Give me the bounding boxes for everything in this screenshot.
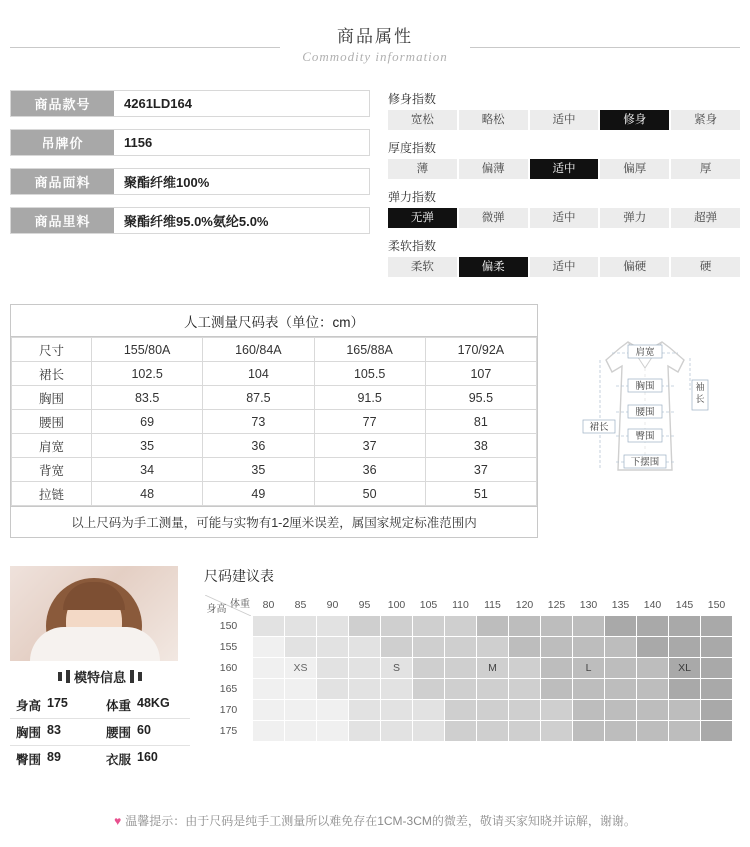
table-cell: 肩宽 (12, 434, 92, 458)
table-cell: 35 (92, 434, 203, 458)
label-skirt-length: 裙长 (589, 422, 609, 433)
grid-cell (253, 616, 285, 637)
grid-cell (605, 700, 637, 721)
spec-key: 身高 (16, 699, 42, 713)
index-title: 修身指数 (388, 92, 437, 106)
banner-bar-icon (58, 672, 62, 681)
index-option: 微弹 (459, 208, 528, 228)
attribute-row (10, 168, 370, 195)
table-cell: 95.5 (425, 386, 536, 410)
table-cell: 36 (314, 458, 425, 482)
grid-col-header: 80 (253, 595, 285, 616)
model-spec (100, 723, 190, 741)
table-header-cell: 170/92A (425, 338, 536, 362)
bottom-section (0, 566, 750, 772)
table-cell: 91.5 (314, 386, 425, 410)
grid-cell (445, 679, 477, 700)
grid-cell (605, 679, 637, 700)
table-header-row (12, 338, 537, 362)
grid-cell (253, 658, 285, 679)
spec-value: 60 (137, 723, 151, 737)
grid-row-header: 165 (205, 679, 253, 700)
spec-key: 体重 (106, 699, 132, 713)
index-title: 弹力指数 (388, 190, 437, 204)
grid-col-header: 105 (413, 595, 445, 616)
index-option-active: 适中 (530, 159, 599, 179)
index-option: 紧身 (671, 110, 740, 130)
attribute-label: 商品面料 (11, 169, 114, 194)
model-spec (10, 750, 100, 768)
grid-cell (285, 721, 317, 742)
attribute-row (10, 129, 370, 156)
table-cell: 拉链 (12, 482, 92, 506)
spec-value: 175 (47, 696, 68, 710)
attribute-value: 聚酯纤维100% (114, 169, 369, 194)
model-photo (10, 566, 178, 661)
top-section (0, 90, 750, 286)
table-cell: 36 (203, 434, 314, 458)
index-option: 超弹 (671, 208, 740, 228)
grid-cell (349, 658, 381, 679)
index-option: 薄 (388, 159, 457, 179)
index-option: 适中 (530, 110, 599, 130)
label-shoulder: 肩宽 (635, 347, 655, 358)
grid-cell (669, 679, 701, 700)
spec-value: 83 (47, 723, 61, 737)
grid-cell (573, 637, 605, 658)
table-cell: 背宽 (12, 458, 92, 482)
grid-cell (317, 679, 349, 700)
model-banner (10, 667, 190, 686)
banner-bar-icon (66, 670, 70, 683)
grid-col-header: 100 (381, 595, 413, 616)
grid-cell (445, 721, 477, 742)
model-spec-row (10, 746, 190, 772)
table-cell: 69 (92, 410, 203, 434)
grid-cell (573, 616, 605, 637)
grid-row (205, 616, 733, 637)
table-cell: 81 (425, 410, 536, 434)
grid-cell (509, 679, 541, 700)
grid-cell (285, 637, 317, 658)
grid-cell (285, 616, 317, 637)
grid-row (205, 700, 733, 721)
grid-col-header: 85 (285, 595, 317, 616)
model-spec-row (10, 692, 190, 719)
table-cell: 50 (314, 482, 425, 506)
grid-row-header: 155 (205, 637, 253, 658)
index-option: 弹力 (600, 208, 669, 228)
size-advice (204, 566, 740, 742)
grid-cell (509, 616, 541, 637)
table-header-cell: 165/88A (314, 338, 425, 362)
table-cell: 77 (314, 410, 425, 434)
banner-bar-icon (138, 672, 142, 681)
grid-row-header: 175 (205, 721, 253, 742)
grid-cell (317, 616, 349, 637)
grid-cell (253, 700, 285, 721)
model-body (30, 627, 160, 661)
model-banner-label: 模特信息 (73, 670, 126, 685)
grid-col-header: 140 (637, 595, 669, 616)
attribute-value: 4261LD164 (114, 91, 369, 116)
grid-cell (509, 721, 541, 742)
grid-cell (541, 721, 573, 742)
grid-cell (253, 679, 285, 700)
attribute-value: 1156 (114, 130, 369, 155)
garment-diagram (550, 304, 740, 495)
grid-cell (637, 721, 669, 742)
index-option: 偏厚 (600, 159, 669, 179)
grid-cell (701, 679, 733, 700)
index-option: 偏硬 (600, 257, 669, 277)
table-cell: 107 (425, 362, 536, 386)
size-advice-grid (204, 594, 733, 742)
grid-col-header: 145 (669, 595, 701, 616)
grid-cell (541, 637, 573, 658)
grid-cell (317, 658, 349, 679)
heart-icon: ♥ (114, 814, 122, 828)
grid-cell (477, 700, 509, 721)
grid-cell (669, 721, 701, 742)
axis-y-label: 身高 (206, 604, 227, 615)
table-cell: 83.5 (92, 386, 203, 410)
grid-cell (349, 679, 381, 700)
grid-cell (669, 616, 701, 637)
table-row (12, 386, 537, 410)
attribute-list (10, 90, 370, 286)
grid-cell (413, 616, 445, 637)
size-table-caption: 人工测量尺码表（单位：cm） (11, 305, 537, 337)
index-option: 适中 (530, 208, 599, 228)
grid-cell-size-m: M (477, 658, 509, 679)
index-option: 柔软 (388, 257, 457, 277)
label-hem: 下摆围 (630, 457, 660, 468)
table-cell: 37 (425, 458, 536, 482)
table-cell: 38 (425, 434, 536, 458)
size-advice-grid-wrapper (204, 594, 740, 742)
grid-cell-size-l: L (573, 658, 605, 679)
table-row (12, 362, 537, 386)
grid-cell (349, 616, 381, 637)
grid-cell (669, 637, 701, 658)
table-row (12, 410, 537, 434)
grid-col-header: 135 (605, 595, 637, 616)
index-option: 宽松 (388, 110, 457, 130)
footer-note (0, 812, 750, 829)
grid-cell (701, 721, 733, 742)
grid-cell (253, 721, 285, 742)
grid-cell (477, 616, 509, 637)
grid-cell (701, 700, 733, 721)
grid-cell (605, 637, 637, 658)
grid-cell (637, 616, 669, 637)
table-cell: 34 (92, 458, 203, 482)
grid-cell (637, 700, 669, 721)
model-spec (100, 750, 190, 768)
grid-cell (285, 700, 317, 721)
page-subtitle: Commodity information (302, 49, 448, 64)
grid-cell (669, 700, 701, 721)
index-option-active: 偏柔 (459, 257, 528, 277)
table-cell: 腰围 (12, 410, 92, 434)
grid-cell (253, 637, 285, 658)
grid-cell (413, 679, 445, 700)
grid-header-row (205, 595, 733, 616)
table-header-cell: 155/80A (92, 338, 203, 362)
grid-col-header: 110 (445, 595, 477, 616)
grid-cell (605, 721, 637, 742)
grid-cell (317, 637, 349, 658)
model-spec-list (10, 692, 190, 772)
grid-cell (541, 616, 573, 637)
dress-measure-icon (550, 320, 740, 495)
axis-x-label: 体重 (230, 598, 250, 610)
grid-cell (701, 637, 733, 658)
grid-cell (285, 679, 317, 700)
grid-cell (413, 637, 445, 658)
grid-cell (381, 616, 413, 637)
table-row (12, 482, 537, 506)
grid-cell (381, 721, 413, 742)
grid-cell (349, 721, 381, 742)
table-cell: 105.5 (314, 362, 425, 386)
table-header-cell: 160/84A (203, 338, 314, 362)
attribute-label: 商品里料 (11, 208, 114, 233)
grid-cell (445, 658, 477, 679)
label-bust: 胸围 (635, 381, 655, 392)
grid-cell (349, 637, 381, 658)
page-header (0, 22, 750, 80)
table-row (12, 434, 537, 458)
size-table (11, 305, 537, 506)
grid-col-header: 95 (349, 595, 381, 616)
spec-value: 160 (137, 750, 158, 764)
table-cell: 48 (92, 482, 203, 506)
index-option: 偏薄 (459, 159, 528, 179)
attribute-label: 吊牌价 (11, 130, 114, 155)
measurement-section (0, 304, 750, 538)
index-title: 厚度指数 (388, 141, 437, 155)
model-spec (100, 696, 190, 714)
index-group-elasticity (388, 188, 740, 228)
size-advice-title: 尺码建议表 (204, 568, 274, 584)
grid-cell (445, 637, 477, 658)
grid-cell (445, 616, 477, 637)
grid-cell-size-xs: XS (285, 658, 317, 679)
grid-cell (541, 679, 573, 700)
index-group-fit (388, 90, 740, 130)
index-title: 柔软指数 (388, 239, 437, 253)
grid-axis-corner (205, 595, 253, 616)
index-group-thickness (388, 139, 740, 179)
grid-cell (445, 700, 477, 721)
attribute-row (10, 90, 370, 117)
grid-cell (413, 658, 445, 679)
grid-row (205, 679, 733, 700)
table-cell: 49 (203, 482, 314, 506)
size-table-wrapper (10, 304, 538, 538)
label-sleeve-1: 袖 (695, 382, 705, 392)
grid-cell (477, 679, 509, 700)
table-cell: 裙长 (12, 362, 92, 386)
grid-cell (349, 700, 381, 721)
grid-cell (605, 616, 637, 637)
grid-cell (477, 721, 509, 742)
table-cell: 37 (314, 434, 425, 458)
page-title: 商品属性 (337, 27, 413, 46)
model-spec-row (10, 719, 190, 746)
index-scale (388, 110, 740, 130)
attribute-value: 聚酯纤维95.0%氨纶5.0% (114, 208, 369, 233)
grid-row (205, 721, 733, 742)
index-list (370, 90, 740, 286)
grid-cell (637, 679, 669, 700)
table-cell: 87.5 (203, 386, 314, 410)
grid-row-header: 150 (205, 616, 253, 637)
table-cell: 104 (203, 362, 314, 386)
label-hip: 臀围 (635, 431, 655, 442)
table-cell: 73 (203, 410, 314, 434)
model-spec (10, 696, 100, 714)
table-cell: 51 (425, 482, 536, 506)
header-rule-left (10, 47, 280, 48)
table-row (12, 458, 537, 482)
model-spec (10, 723, 100, 741)
label-sleeve-2: 长 (695, 394, 705, 404)
grid-cell-size-xl: XL (669, 658, 701, 679)
grid-row-header: 170 (205, 700, 253, 721)
model-info (10, 566, 190, 772)
table-cell: 胸围 (12, 386, 92, 410)
grid-cell (701, 658, 733, 679)
grid-row (205, 637, 733, 658)
grid-cell (317, 700, 349, 721)
grid-row (205, 658, 733, 679)
index-option-active: 修身 (600, 110, 669, 130)
grid-cell (509, 658, 541, 679)
grid-cell (637, 658, 669, 679)
footer-text: 温馨提示：由于尺码是纯手工测量所以难免存在1CM-3CM的微差，敬请买家知晓并谅解，谢谢。 (125, 814, 636, 828)
grid-cell-size-s: S (381, 658, 413, 679)
index-option: 适中 (530, 257, 599, 277)
grid-cell (573, 679, 605, 700)
grid-cell (573, 700, 605, 721)
attribute-label: 商品款号 (11, 91, 114, 116)
grid-cell (541, 700, 573, 721)
spec-key: 胸围 (16, 726, 42, 740)
size-table-note: 以上尺码为手工测量，可能与实物有1-2厘米误差，属国家规定标准范围内 (11, 506, 537, 537)
grid-col-header: 125 (541, 595, 573, 616)
attribute-row (10, 207, 370, 234)
spec-value: 89 (47, 750, 61, 764)
grid-col-header: 150 (701, 595, 733, 616)
spec-key: 臀围 (16, 753, 42, 767)
header-rule-right (470, 47, 740, 48)
grid-cell (701, 616, 733, 637)
index-scale (388, 159, 740, 179)
index-scale (388, 257, 740, 277)
spec-value: 48KG (137, 696, 170, 710)
grid-cell (477, 637, 509, 658)
index-group-softness (388, 237, 740, 277)
grid-row-header: 160 (205, 658, 253, 679)
grid-cell (509, 637, 541, 658)
table-cell: 35 (203, 458, 314, 482)
spec-key: 腰围 (106, 726, 132, 740)
grid-cell (413, 721, 445, 742)
grid-cell (637, 637, 669, 658)
grid-cell (381, 700, 413, 721)
grid-cell (541, 658, 573, 679)
grid-cell (381, 637, 413, 658)
index-option: 硬 (671, 257, 740, 277)
grid-col-header: 90 (317, 595, 349, 616)
grid-cell (605, 658, 637, 679)
grid-cell (413, 700, 445, 721)
grid-cell (317, 721, 349, 742)
index-option: 厚 (671, 159, 740, 179)
index-option-active: 无弹 (388, 208, 457, 228)
banner-bar-icon (130, 670, 134, 683)
grid-cell (509, 700, 541, 721)
grid-col-header: 115 (477, 595, 509, 616)
table-cell: 102.5 (92, 362, 203, 386)
grid-col-header: 120 (509, 595, 541, 616)
grid-col-header: 130 (573, 595, 605, 616)
index-option: 略松 (459, 110, 528, 130)
index-scale (388, 208, 740, 228)
grid-cell (573, 721, 605, 742)
label-waist: 腰围 (635, 407, 655, 418)
table-header-cell: 尺寸 (12, 338, 92, 362)
grid-cell (381, 679, 413, 700)
spec-key: 衣服 (106, 753, 132, 767)
